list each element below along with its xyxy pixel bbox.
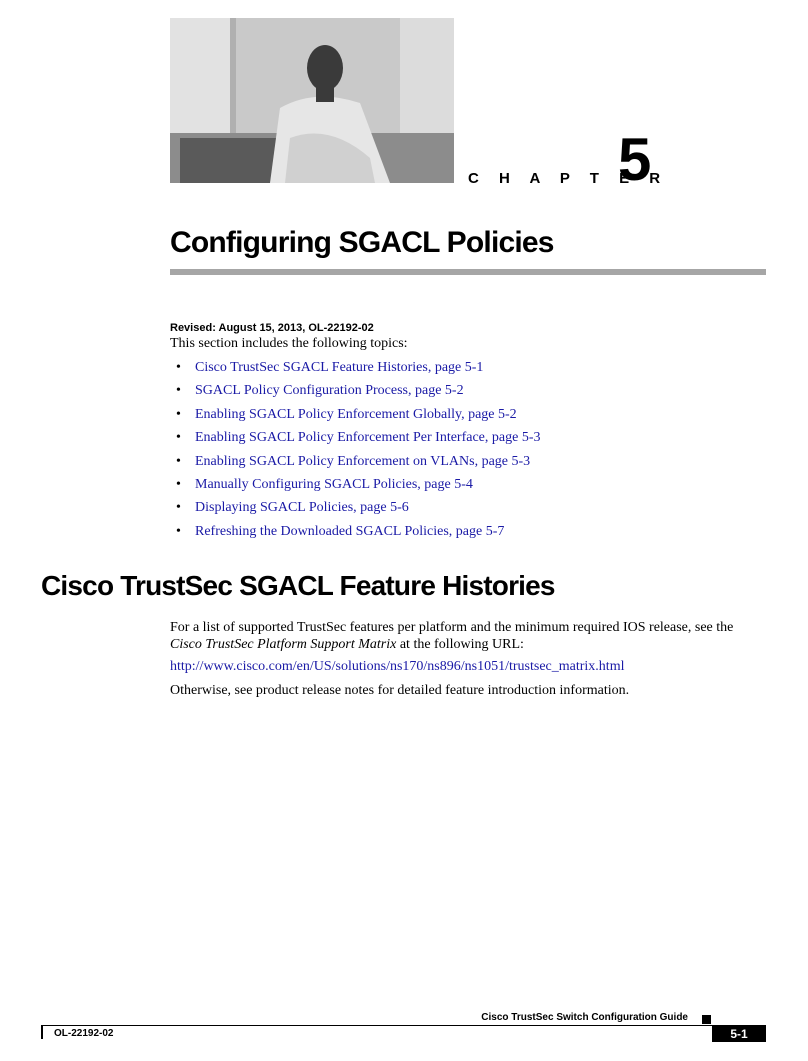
footer-doc-id: OL-22192-02 [54,1028,114,1039]
topic-link[interactable]: Manually Configuring SGACL Policies, page 5-4 [195,476,473,492]
footer-rule [41,1025,766,1026]
bullet: • [176,430,181,446]
intro-text: This section includes the following topics: [170,336,408,351]
list-item [176,429,540,452]
page-title: Configuring SGACL Policies [170,226,554,259]
paragraph-text: For a list of supported TrustSec features per platform and the minimum required IOS release, see the [170,620,734,635]
page-number: 5-1 [712,1026,766,1042]
list-item [176,382,540,405]
chapter-photo [170,18,454,183]
bullet: • [176,453,181,469]
list-item [176,453,540,476]
list-item [176,406,540,429]
paragraph-text: at the following URL: [396,637,524,652]
topic-link[interactable]: Cisco TrustSec SGACL Feature Histories, page 5-1 [195,360,484,375]
document-reference: Cisco TrustSec Platform Support Matrix [170,637,397,652]
chapter-label: C H A P T E R [468,170,669,187]
url-link[interactable]: http://www.cisco.com/en/US/solutions/ns170/ns896/ns1051/trustsec_matrix.html [170,659,625,674]
bullet: • [176,406,181,422]
topic-link[interactable]: SGACL Policy Configuration Process, page 5-2 [195,383,464,399]
bullet: • [176,383,181,399]
title-rule [170,269,766,275]
topic-link[interactable]: Refreshing the Downloaded SGACL Policies, page 5-7 [195,523,505,539]
chapter-number: 5 [618,126,652,193]
section-paragraph [170,619,760,653]
topic-link[interactable]: Displaying SGACL Policies, page 5-6 [195,500,409,516]
list-item [176,476,540,499]
topic-link[interactable]: Enabling SGACL Policy Enforcement Globally, page 5-2 [195,406,517,422]
topic-link[interactable]: Enabling SGACL Policy Enforcement Per Interface, page 5-3 [195,430,541,446]
bullet: • [176,476,181,492]
list-item [176,499,540,522]
list-item [176,359,540,382]
topic-link[interactable]: Enabling SGACL Policy Enforcement on VLANs, page 5-3 [195,453,531,469]
bullet: • [176,360,181,375]
footer-tick [41,1025,43,1039]
revision-line: Revised: August 15, 2013, OL-22192-02 [170,322,374,334]
bullet: • [176,500,181,516]
footer-guide-title: Cisco TrustSec Switch Configuration Guide [481,1012,688,1023]
topic-list [176,359,540,546]
footer-marker [702,1015,711,1024]
section-paragraph: Otherwise, see product release notes for detailed feature introduction information. [170,683,630,698]
list-item [176,523,540,546]
section-heading: Cisco TrustSec SGACL Feature Histories [41,570,555,601]
bullet: • [176,523,181,539]
